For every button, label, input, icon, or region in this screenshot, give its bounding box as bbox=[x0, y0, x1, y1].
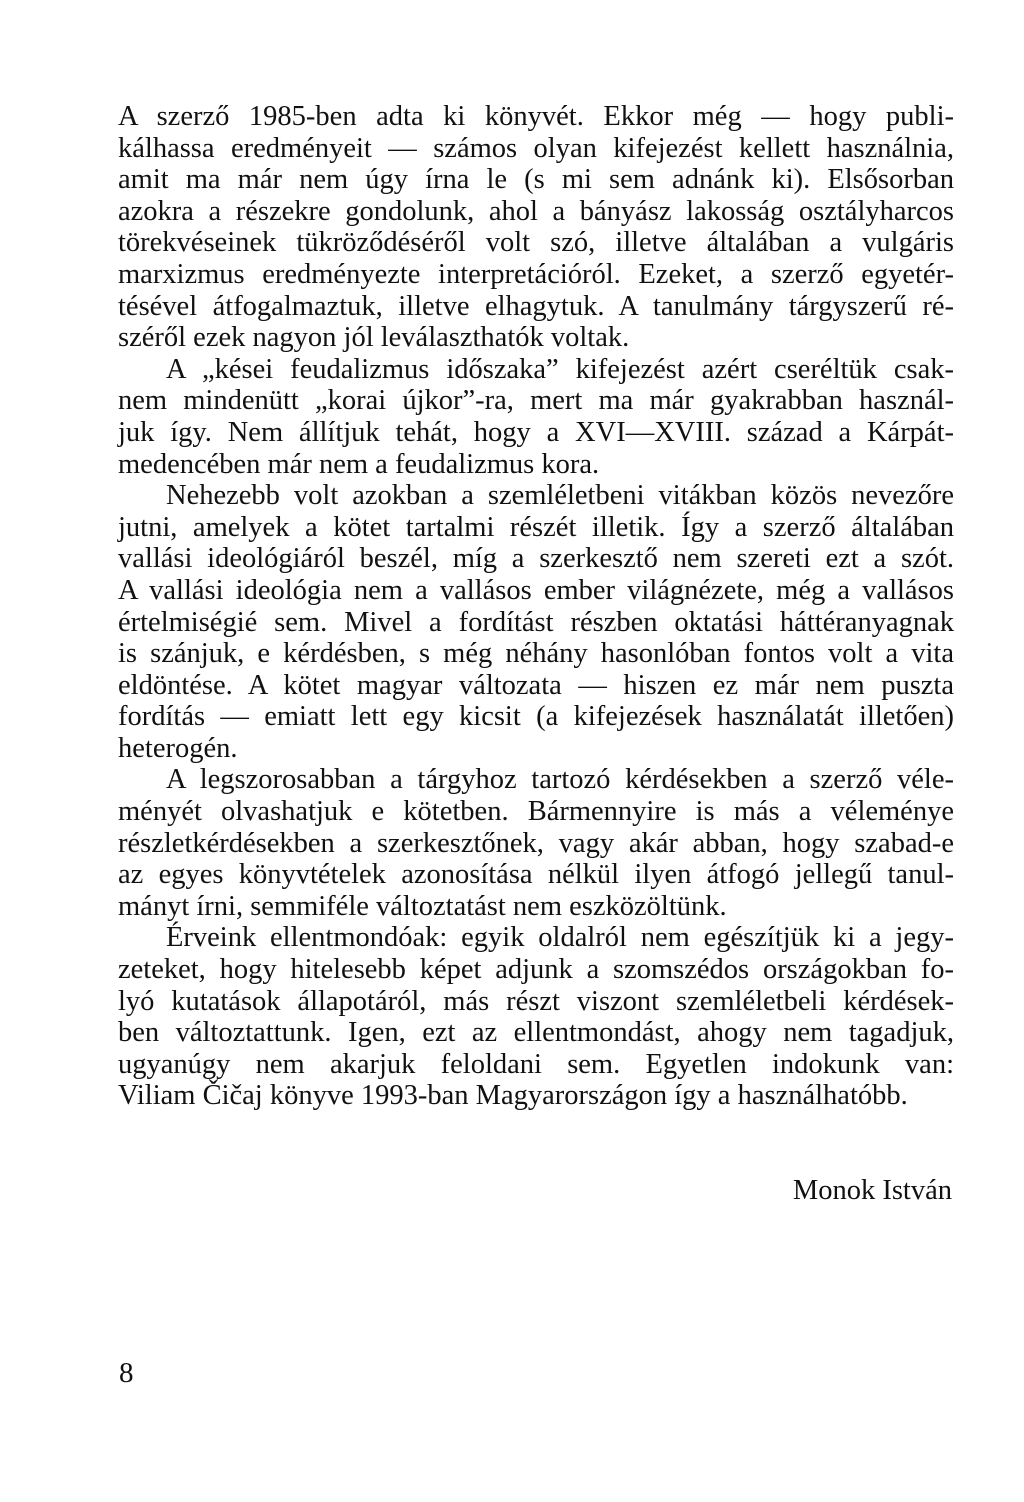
text-line: Viliam Čičaj könyve 1993-ban Magyarországon így a használhatóbb. bbox=[118, 1080, 908, 1112]
text-line: marxizmus eredményezte interpretációról. Ezeket, a szerző egyetér- bbox=[118, 258, 954, 290]
text-line: kálhassa eredményeit — számos olyan kifejezést kellett használnia, bbox=[118, 132, 954, 164]
text-line: lyó kutatások állapotáról, más részt viszont szemléletbeli kérdések- bbox=[118, 985, 954, 1017]
text-line: heterogén. bbox=[118, 732, 238, 764]
page-number: 8 bbox=[119, 1357, 134, 1389]
text-line: eldöntése. A kötet magyar változata — hiszen ez már nem puszta bbox=[118, 669, 954, 701]
text-line: is szánjuk, e kérdésben, s még néhány hasonlóban fontos volt a vita bbox=[118, 638, 954, 670]
text-line: tésével átfogalmaztuk, illetve elhagytuk. A tanulmány tárgyszerű ré- bbox=[118, 290, 954, 322]
text-line: A legszorosabban a tárgyhoz tartozó kérdésekben a szerző véle- bbox=[166, 764, 954, 796]
text-line: juk így. Nem állítjuk tehát, hogy a XVI—XVIII. század a Kárpát- bbox=[118, 416, 954, 448]
paragraph bbox=[118, 480, 954, 764]
text-line: az egyes könyvtételek azonosítása nélkül ilyen átfogó jellegű tanul- bbox=[118, 859, 954, 891]
paragraph bbox=[118, 101, 954, 354]
text-line: A szerző 1985-ben adta ki könyvét. Ekkor még — hogy publi- bbox=[118, 101, 954, 132]
text-line: ményét olvashatjuk e kötetben. Bármennyire is más a véleménye bbox=[118, 796, 954, 828]
text-line: amit ma már nem úgy írna le (s mi sem adnánk ki). Elsősorban bbox=[118, 164, 954, 196]
text-line: A „kései feudalizmus időszaka” kifejezést azért cseréltük csak- bbox=[166, 353, 954, 385]
text-line: Nehezebb volt azokban a szemléletbeni vitákban közös nevezőre bbox=[166, 480, 954, 512]
text-line: zeteket, hogy hitelesebb képet adjunk a szomszédos országokban fo- bbox=[118, 954, 954, 986]
text-line: medencében már nem a feudalizmus kora. bbox=[118, 448, 600, 480]
text-line: széről ezek nagyon jól leválaszthatók voltak. bbox=[118, 322, 630, 354]
text-line: nem mindenütt „korai újkor”-ra, mert ma már gyakrabban használ- bbox=[118, 385, 954, 417]
text-line: A vallási ideológia nem a vallásos ember világnézete, még a vallásos bbox=[118, 574, 954, 606]
text-line: törekvéseinek tükröződéséről volt szó, illetve általában a vulgáris bbox=[118, 227, 954, 259]
body-text bbox=[118, 101, 954, 1112]
text-line: jutni, amelyek a kötet tartalmi részét illetik. Így a szerző általában bbox=[118, 511, 954, 543]
text-line: azokra a részekre gondolunk, ahol a bányász lakosság osztályharcos bbox=[118, 195, 954, 227]
text-line: vallási ideológiáról beszél, míg a szerkesztő nem szereti ezt a szót. bbox=[118, 543, 954, 575]
paragraph bbox=[118, 354, 954, 480]
text-line: ben változtattunk. Igen, ezt az ellentmondást, ahogy nem tagadjuk, bbox=[118, 1017, 954, 1049]
text-line: részletkérdésekben a szerkesztőnek, vagy akár abban, hogy szabad-e bbox=[118, 827, 954, 859]
text-line: mányt írni, semmiféle változtatást nem eszközöltünk. bbox=[118, 890, 727, 922]
text-line: fordítás — emiatt lett egy kicsit (a kifejezések használatát illetően) bbox=[118, 701, 954, 733]
paragraph bbox=[118, 922, 954, 1112]
text-line: értelmiségié sem. Mivel a fordítást részben oktatási háttéranyagnak bbox=[118, 606, 954, 638]
text-line: ugyanúgy nem akarjuk feloldani sem. Egyetlen indokunk van: bbox=[118, 1048, 954, 1080]
paragraph bbox=[118, 764, 954, 922]
text-line: Érveink ellentmondóak: egyik oldalról nem egészítjük ki a jegy- bbox=[166, 922, 954, 954]
signature: Monok István bbox=[792, 1175, 952, 1206]
